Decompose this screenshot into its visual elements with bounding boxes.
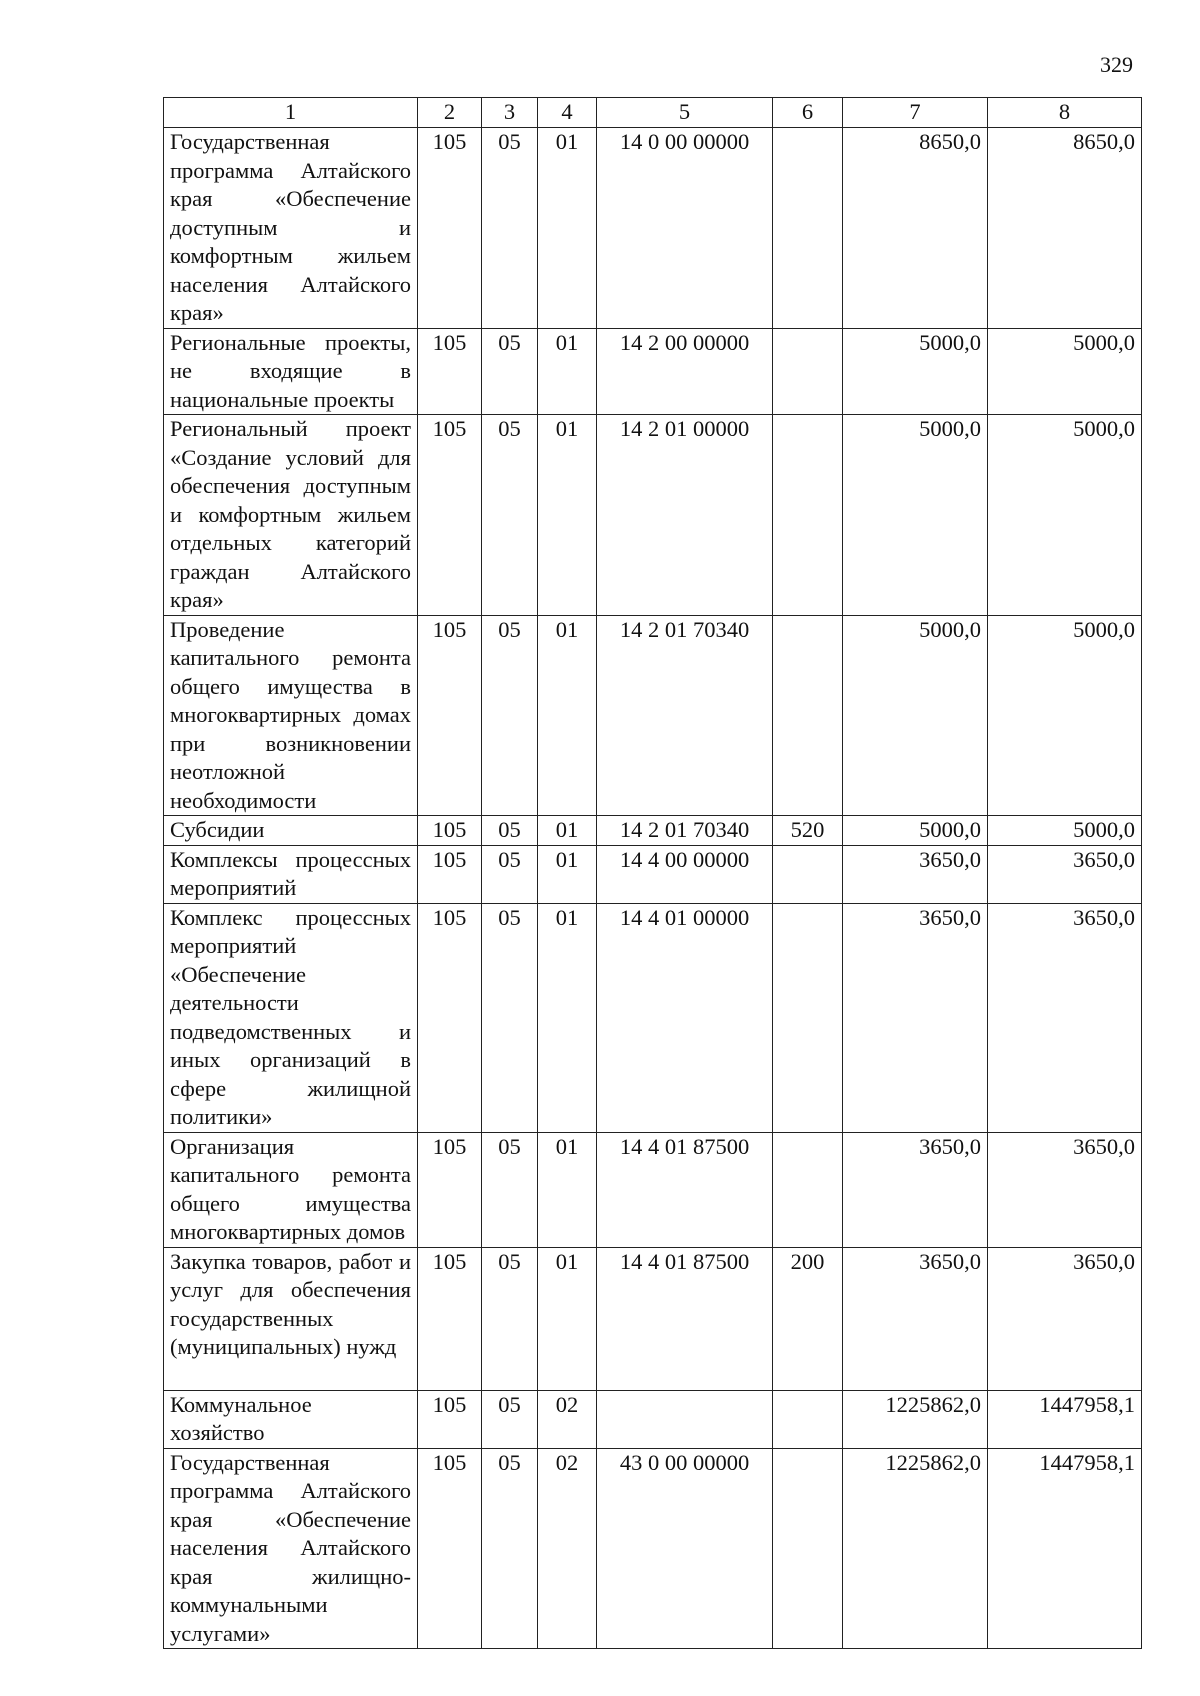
target-article-code: 14 4 01 87500 [597,1247,773,1390]
expense-type-code [773,1448,843,1649]
amount-col7: 1225862,0 [843,1448,988,1649]
table-row [164,903,1142,1132]
expense-type-code [773,128,843,329]
amount-col8: 1447958,1 [988,1390,1142,1448]
ministry-code: 105 [418,1247,482,1390]
subsection-code: 01 [538,903,597,1132]
subsection-code: 02 [538,1390,597,1448]
target-article-code: 14 4 01 00000 [597,903,773,1132]
expense-type-code [773,615,843,816]
amount-col7: 3650,0 [843,1132,988,1247]
table-row [164,1390,1142,1448]
ministry-code: 105 [418,1390,482,1448]
column-header: 2 [418,98,482,128]
section-code: 05 [482,328,538,415]
item-name: Региональный проект «Создание условий для обеспечения доступным и комфортным жильем отдельных категорий граждан Алтайского края» [164,415,418,616]
target-article-code: 14 4 01 87500 [597,1132,773,1247]
section-code: 05 [482,903,538,1132]
target-article-code: 14 0 00 00000 [597,128,773,329]
section-code: 05 [482,1247,538,1390]
column-header: 5 [597,98,773,128]
target-article-code: 43 0 00 00000 [597,1448,773,1649]
expense-type-code [773,845,843,903]
table-row [164,415,1142,616]
table-row [164,1448,1142,1649]
expense-type-code [773,1132,843,1247]
amount-col7: 3650,0 [843,1247,988,1390]
expense-type-code [773,415,843,616]
subsection-code: 01 [538,816,597,846]
expense-type-code: 520 [773,816,843,846]
section-code: 05 [482,615,538,816]
amount-col7: 5000,0 [843,615,988,816]
header-row [164,98,1142,128]
section-code: 05 [482,128,538,329]
section-code: 05 [482,816,538,846]
item-name: Государственная программа Алтайского края «Обеспечение населения Алтайского края жилищно-коммунальными услугами» [164,1448,418,1649]
column-header: 3 [482,98,538,128]
target-article-code: 14 2 01 70340 [597,615,773,816]
expense-type-code [773,903,843,1132]
amount-col7: 1225862,0 [843,1390,988,1448]
column-header: 6 [773,98,843,128]
subsection-code: 01 [538,615,597,816]
item-name: Закупка товаров, работ и услуг для обеспечения государственных (муниципальных) нужд [164,1247,418,1390]
amount-col8: 5000,0 [988,415,1142,616]
subsection-code: 02 [538,1448,597,1649]
table-row [164,1247,1142,1390]
section-code: 05 [482,845,538,903]
amount-col8: 3650,0 [988,845,1142,903]
table-row [164,816,1142,846]
item-name: Государственная программа Алтайского края «Обеспечение доступным и комфортным жильем населения Алтайского края» [164,128,418,329]
table-row [164,328,1142,415]
section-code: 05 [482,415,538,616]
amount-col7: 5000,0 [843,328,988,415]
ministry-code: 105 [418,328,482,415]
ministry-code: 105 [418,903,482,1132]
subsection-code: 01 [538,328,597,415]
page-number: 329 [1100,52,1133,77]
amount-col8: 8650,0 [988,128,1142,329]
target-article-code: 14 2 00 00000 [597,328,773,415]
amount-col8: 3650,0 [988,1132,1142,1247]
expense-type-code: 200 [773,1247,843,1390]
expense-type-code [773,328,843,415]
item-name: Региональные проекты, не входящие в национальные проекты [164,328,418,415]
column-header: 1 [164,98,418,128]
subsection-code: 01 [538,845,597,903]
target-article-code [597,1390,773,1448]
column-header: 7 [843,98,988,128]
table-row [164,128,1142,329]
amount-col7: 3650,0 [843,845,988,903]
ministry-code: 105 [418,1132,482,1247]
ministry-code: 105 [418,845,482,903]
section-code: 05 [482,1448,538,1649]
item-name: Организация капитального ремонта общего имущества многоквартирных домов [164,1132,418,1247]
amount-col8: 1447958,1 [988,1448,1142,1649]
ministry-code: 105 [418,415,482,616]
subsection-code: 01 [538,128,597,329]
target-article-code: 14 2 01 00000 [597,415,773,616]
ministry-code: 105 [418,128,482,329]
expense-type-code [773,1390,843,1448]
amount-col8: 3650,0 [988,1247,1142,1390]
item-name: Субсидии [164,816,418,846]
ministry-code: 105 [418,816,482,846]
amount-col7: 5000,0 [843,816,988,846]
subsection-code: 01 [538,1247,597,1390]
amount-col7: 5000,0 [843,415,988,616]
amount-col8: 5000,0 [988,328,1142,415]
ministry-code: 105 [418,615,482,816]
column-header: 8 [988,98,1142,128]
budget-table [163,97,1142,1649]
section-code: 05 [482,1132,538,1247]
subsection-code: 01 [538,415,597,616]
amount-col8: 5000,0 [988,615,1142,816]
amount-col8: 5000,0 [988,816,1142,846]
amount-col8: 3650,0 [988,903,1142,1132]
subsection-code: 01 [538,1132,597,1247]
amount-col7: 3650,0 [843,903,988,1132]
ministry-code: 105 [418,1448,482,1649]
table-row [164,615,1142,816]
target-article-code: 14 2 01 70340 [597,816,773,846]
section-code: 05 [482,1390,538,1448]
item-name: Коммунальное хозяйство [164,1390,418,1448]
item-name: Комплексы процессных мероприятий [164,845,418,903]
item-name: Комплекс процессных мероприятий «Обеспечение деятельности подведомственных и иных организаций в сфере жилищной политики» [164,903,418,1132]
table-row [164,845,1142,903]
table-row [164,1132,1142,1247]
column-header: 4 [538,98,597,128]
amount-col7: 8650,0 [843,128,988,329]
target-article-code: 14 4 00 00000 [597,845,773,903]
item-name: Проведение капитального ремонта общего имущества в многоквартирных домах при возникновении неотложной необходимости [164,615,418,816]
